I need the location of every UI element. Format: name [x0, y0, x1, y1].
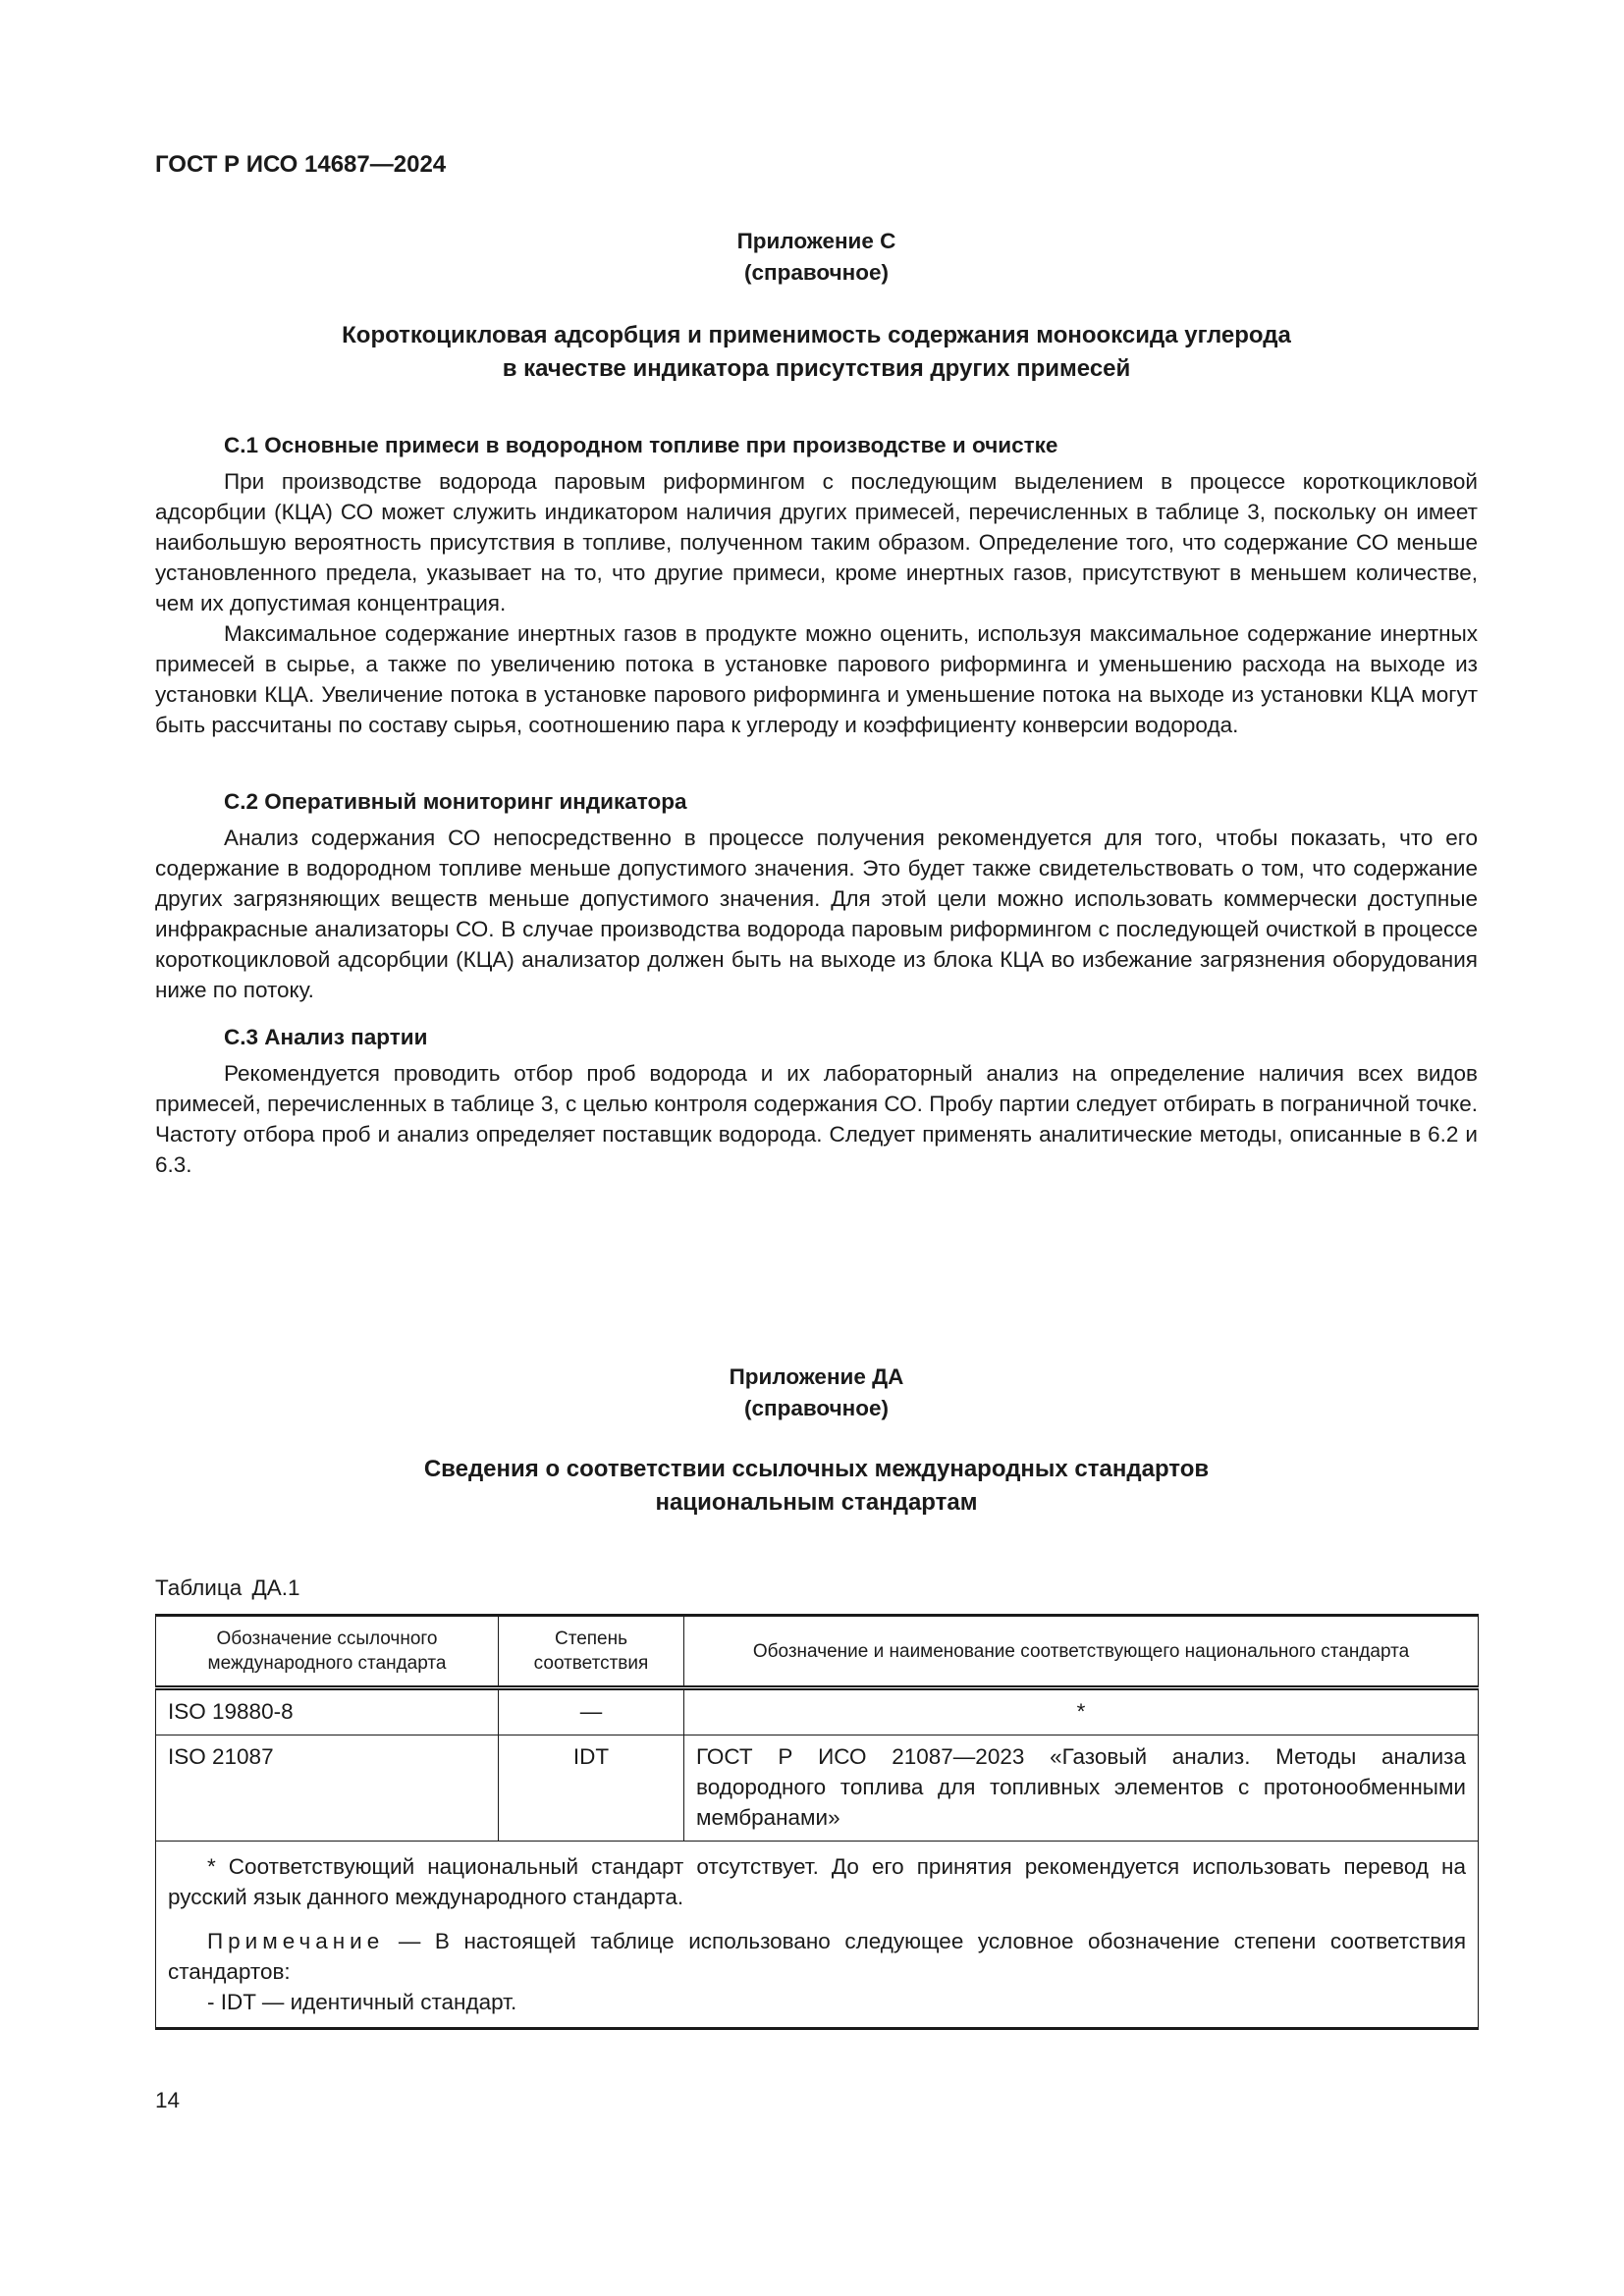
- table-notes-row: [156, 1842, 1479, 2029]
- page-number: 14: [155, 2088, 181, 2112]
- document-id-header: ГОСТ Р ИСО 14687—2024: [155, 151, 447, 178]
- column-header: Обозначение и наименование соответствующего национального стандарта: [684, 1616, 1479, 1688]
- table-cell: —: [499, 1688, 684, 1735]
- annex-da-status: (справочное): [744, 1396, 889, 1420]
- section-heading: С.2 Оперативный мониторинг индикатора: [224, 789, 687, 814]
- column-header: Степень соответствия: [499, 1616, 684, 1688]
- annex-da-title-line1: Сведения о соответствии ссылочных международных стандартов: [423, 1456, 1210, 1482]
- note-item: - IDT — идентичный стандарт.: [207, 1990, 517, 2014]
- section-heading: С.1 Основные примеси в водородном топливе при производстве и очистке: [224, 433, 1058, 457]
- table-cell: ISO 19880-8: [156, 1688, 499, 1735]
- section-c3: [155, 1022, 1478, 1180]
- table-cell: ISO 21087: [156, 1735, 499, 1842]
- note-text: — В настоящей таблице использовано следующее условное обозначение степени соответствия стандартов:: [168, 1929, 1466, 1984]
- paragraph: Рекомендуется проводить отбор проб водорода и их лабораторный анализ на определение наличия всех видов примесей, перечисленных в таблице 3, с целью контроля содержания СО. Пробу партии следует отбирать в пограничной точке. Частоту отбора проб и анализ определяет поставщик водорода. Следует применять аналитические методы, описанные в 6.2 и 6.3.: [155, 1061, 1478, 1177]
- paragraph: Анализ содержания СО непосредственно в процессе получения рекомендуется для того, чтобы показать, что его содержание в водородном топливе меньше допустимого значения. Это будет также свидетельствовать о том, что содержание других загрязняющих веществ меньше допустимого значения. Для этой цели можно использовать коммерчески доступные инфракрасные анализаторы СО. В случае производства водорода паровым риформингом с последующей очисткой в процессе короткоцикловой адсорбции (КЦА) анализатор должен быть на выходе из блока КЦА во избежание загрязнения оборудования ниже по потоку.: [155, 826, 1478, 1002]
- annex-da-label: Приложение ДА: [729, 1364, 904, 1389]
- section-heading: С.3 Анализ партии: [224, 1025, 428, 1049]
- annex-c-status: (справочное): [744, 260, 889, 285]
- table-footnote: * Соответствующий национальный стандарт отсутствует. До его принятия рекомендуется использовать перевод на русский язык данного международного стандарта.: [168, 1854, 1466, 1909]
- note-label: Примечание: [207, 1929, 385, 1953]
- table-header-row: [156, 1616, 1479, 1688]
- paragraph: Максимальное содержание инертных газов в продукте можно оценить, используя максимальное содержание инертных примесей в сырье, а также по увеличению потока в установке парового риформинга и уменьшению расхода на выходе из установки КЦА. Увеличение потока в установке парового риформинга и уменьшение потока на выходе из установки КЦА могут быть рассчитаны по составу сырья, соотношению пара к углероду и коэффициенту конверсии водорода.: [155, 621, 1478, 737]
- annex-c-title-line2: в качестве индикатора присутствия других примесей: [502, 355, 1131, 382]
- column-header: Обозначение ссылочного международного стандарта: [156, 1616, 499, 1688]
- table-caption-word: Таблица: [155, 1575, 243, 1600]
- table-caption: [155, 1573, 300, 1603]
- table-caption-id: ДА.1: [251, 1575, 300, 1600]
- table-note: [168, 1926, 1466, 1987]
- paragraph: При производстве водорода паровым риформингом с последующим выделением в процессе короткоцикловой адсорбции (КЦА) СО может служить индикатором наличия других примесей, перечисленных в таблице 3, поскольку он имеет наибольшую вероятность присутствия в топливе, полученном таким образом. Определение того, что содержание СО меньше установленного предела, указывает на то, что другие примеси, кроме инертных газов, присутствуют в меньшем количестве, чем их допустимая концентрация.: [155, 469, 1478, 615]
- section-c1: [155, 430, 1478, 740]
- table-row: [156, 1735, 1479, 1842]
- annex-da-title-line2: национальным стандартам: [655, 1489, 978, 1516]
- annex-c-label: Приложение С: [736, 229, 896, 253]
- table-notes: [156, 1842, 1479, 2029]
- table-row: [156, 1688, 1479, 1735]
- table-cell: *: [684, 1688, 1479, 1735]
- annex-c-title-line1: Короткоцикловая адсорбция и применимость содержания монооксида углерода: [342, 322, 1291, 348]
- table-cell: ГОСТ Р ИСО 21087—2023 «Газовый анализ. Методы анализа водородного топлива для топливных элементов с протонообменными мембранами»: [684, 1735, 1479, 1842]
- table-cell: IDT: [499, 1735, 684, 1842]
- standards-correspondence-table: [155, 1614, 1479, 2030]
- section-c2: [155, 786, 1478, 1005]
